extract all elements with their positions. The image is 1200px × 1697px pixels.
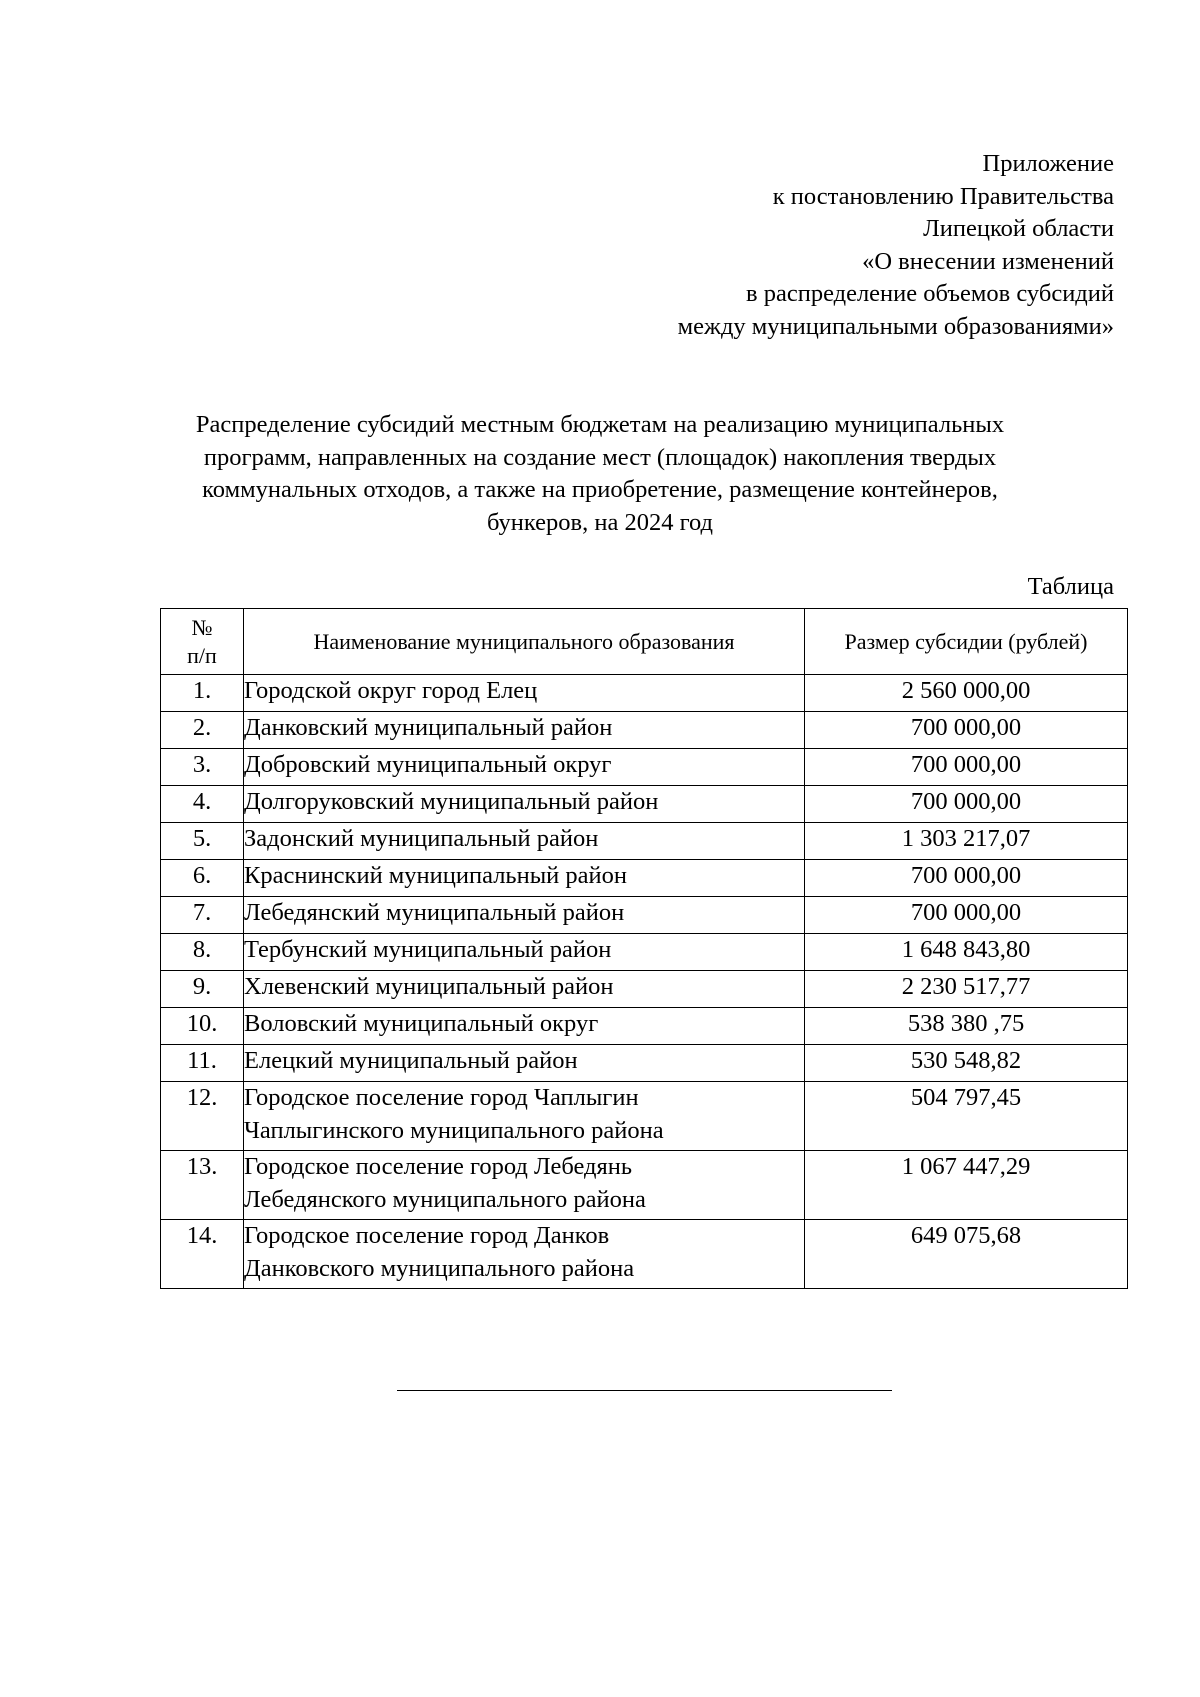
subsidy-amount: 1 303 217,07	[805, 823, 1128, 860]
table-header-row	[161, 609, 1128, 675]
appendix-line: к постановлению Правительства	[772, 182, 1114, 210]
document-title-line: программ, направленных на создание мест (площадок) накопления твердых	[203, 443, 997, 471]
table-body	[161, 675, 1128, 1289]
appendix-line: между муниципальными образованиями»	[677, 312, 1114, 340]
document-title-line: коммунальных отходов, а также на приобретение, размещение контейнеров,	[202, 476, 998, 503]
municipality-name: Городское поселение город Чаплыгин Чаплыгинского муниципального района	[244, 1082, 805, 1151]
municipality-name: Воловский муниципальный округ	[244, 1008, 805, 1045]
appendix-line: «О внесении изменений	[862, 247, 1114, 275]
appendix-line: в распределение объемов субсидий	[746, 280, 1114, 307]
row-number: 9.	[161, 971, 244, 1008]
municipality-name: Елецкий муниципальный район	[244, 1045, 805, 1082]
row-number: 4.	[161, 786, 244, 823]
table-row	[161, 786, 1128, 823]
row-number: 3.	[161, 749, 244, 786]
row-number: 7.	[161, 897, 244, 934]
table-row	[161, 1220, 1128, 1289]
row-number: 13.	[161, 1151, 244, 1220]
subsidy-amount: 700 000,00	[805, 749, 1128, 786]
table-row	[161, 1082, 1128, 1151]
municipality-name: Краснинский муниципальный район	[244, 860, 805, 897]
municipality-name: Данковский муниципальный район	[244, 712, 805, 749]
row-number: 8.	[161, 934, 244, 971]
row-number: 6.	[161, 860, 244, 897]
row-number: 5.	[161, 823, 244, 860]
municipality-name: Добровский муниципальный округ	[244, 749, 805, 786]
row-number: 12.	[161, 1082, 244, 1151]
municipality-name: Долгоруковский муниципальный район	[244, 786, 805, 823]
subsidy-amount: 700 000,00	[805, 897, 1128, 934]
header-name: Наименование муниципального образования	[244, 609, 805, 675]
subsidy-amount: 1 648 843,80	[805, 934, 1128, 971]
table-row	[161, 823, 1128, 860]
end-divider	[397, 1390, 892, 1391]
row-number: 11.	[161, 1045, 244, 1082]
municipality-name: Городское поселение город Данков Данковского муниципального района	[244, 1220, 805, 1289]
table-row	[161, 749, 1128, 786]
subsidy-amount: 649 075,68	[805, 1220, 1128, 1289]
document-title-line: бункеров, на 2024 год	[486, 508, 714, 536]
municipality-name: Городской округ город Елец	[244, 675, 805, 712]
appendix-line: Липецкой области	[923, 215, 1114, 242]
subsidy-amount: 538 380 ,75	[805, 1008, 1128, 1045]
appendix-block	[678, 148, 1114, 343]
subsidy-amount: 2 560 000,00	[805, 675, 1128, 712]
subsidy-amount: 700 000,00	[805, 712, 1128, 749]
header-amount: Размер субсидии (рублей)	[805, 609, 1128, 675]
header-number	[161, 609, 244, 675]
subsidy-amount: 2 230 517,77	[805, 971, 1128, 1008]
subsidy-amount: 700 000,00	[805, 786, 1128, 823]
municipality-name: Задонский муниципальный район	[244, 823, 805, 860]
municipality-name: Лебедянский муниципальный район	[244, 897, 805, 934]
table-row	[161, 934, 1128, 971]
table-row	[161, 1008, 1128, 1045]
table-row	[161, 1151, 1128, 1220]
table-row	[161, 860, 1128, 897]
header-number-abbr: п/п	[187, 642, 217, 668]
table-row	[161, 675, 1128, 712]
subsidy-amount: 530 548,82	[805, 1045, 1128, 1082]
table-row	[161, 897, 1128, 934]
subsidy-amount: 1 067 447,29	[805, 1151, 1128, 1220]
municipality-name: Хлевенский муниципальный район	[244, 971, 805, 1008]
appendix-line: Приложение	[982, 150, 1114, 177]
subsidy-table	[160, 608, 1128, 1289]
subsidy-amount: 504 797,45	[805, 1082, 1128, 1151]
municipality-name: Городское поселение город Лебедянь Лебедянского муниципального района	[244, 1151, 805, 1220]
table-label: Таблица	[1027, 573, 1114, 600]
document-title-line: Распределение субсидий местным бюджетам на реализацию муниципальных	[195, 411, 1005, 438]
header-number-symbol: №	[191, 614, 213, 640]
row-number: 1.	[161, 675, 244, 712]
row-number: 10.	[161, 1008, 244, 1045]
table-row	[161, 971, 1128, 1008]
table-row	[161, 1045, 1128, 1082]
row-number: 2.	[161, 712, 244, 749]
table-row	[161, 712, 1128, 749]
municipality-name: Тербунский муниципальный район	[244, 934, 805, 971]
row-number: 14.	[161, 1220, 244, 1289]
subsidy-amount: 700 000,00	[805, 860, 1128, 897]
document-title	[150, 409, 1050, 539]
